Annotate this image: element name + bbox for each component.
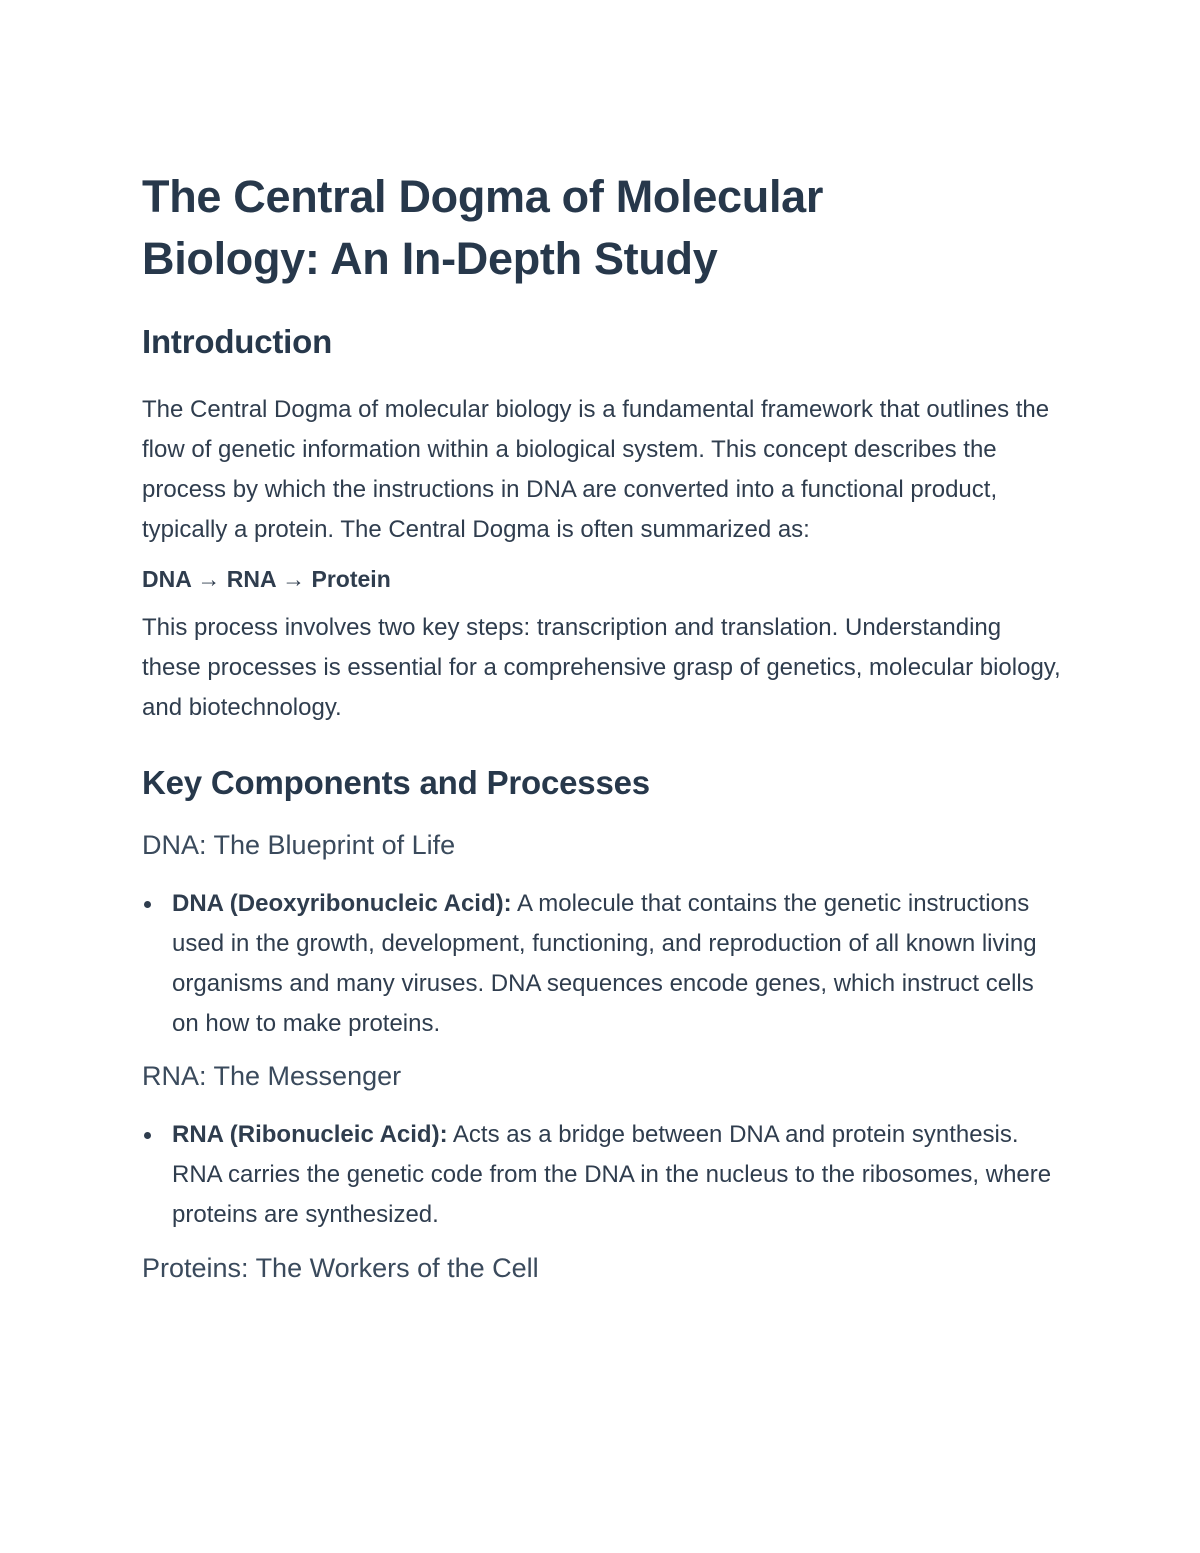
- bullet-icon: [144, 901, 151, 908]
- rna-description: Acts as a bridge between DNA and protein synthesis. RNA carries the genetic code from the DNA in the nucleus to the ribosomes, where proteins are synthesized.: [172, 1121, 1052, 1228]
- dna-bullet-list: [142, 884, 1062, 1044]
- title-line-2: Biology: An In-Depth Study: [142, 233, 718, 284]
- dna-subheading: DNA: The Blueprint of Life: [142, 830, 456, 860]
- introduction-heading: Introduction: [142, 323, 333, 360]
- proteins-subheading: Proteins: The Workers of the Cell: [142, 1253, 539, 1283]
- document-page: [142, 166, 1062, 1288]
- central-dogma-flow: DNA → RNA → Protein: [142, 566, 391, 592]
- rna-subheading: RNA: The Messenger: [142, 1061, 402, 1091]
- rna-bullet-list: [142, 1115, 1062, 1235]
- key-components-heading: Key Components and Processes: [142, 764, 650, 801]
- list-item: [142, 884, 1062, 1044]
- rna-term: RNA (Ribonucleic Acid):: [172, 1121, 448, 1148]
- bullet-icon: [144, 1132, 151, 1139]
- dna-term: DNA (Deoxyribonucleic Acid):: [172, 890, 512, 917]
- introduction-paragraph: The Central Dogma of molecular biology is a fundamental framework that outlines the flow of genetic information within a biological system. This concept describes the process by which the instructions in DNA are converted into a functional product, typically a protein. The Central Dogma is often summarized as:: [142, 396, 1050, 543]
- title-line-1: The Central Dogma of Molecular: [142, 171, 824, 222]
- list-item: [142, 1115, 1062, 1235]
- process-summary-paragraph: This process involves two key steps: transcription and translation. Understanding these processes is essential for a comprehensive grasp of genetics, molecular biology, and biotechnology.: [142, 614, 1061, 721]
- dna-description: A molecule that contains the genetic instructions used in the growth, development, functioning, and reproduction of all known living organisms and many viruses. DNA sequences encode genes, which instruct cells on how to make proteins.: [172, 890, 1037, 1037]
- document-title: [142, 166, 1062, 290]
